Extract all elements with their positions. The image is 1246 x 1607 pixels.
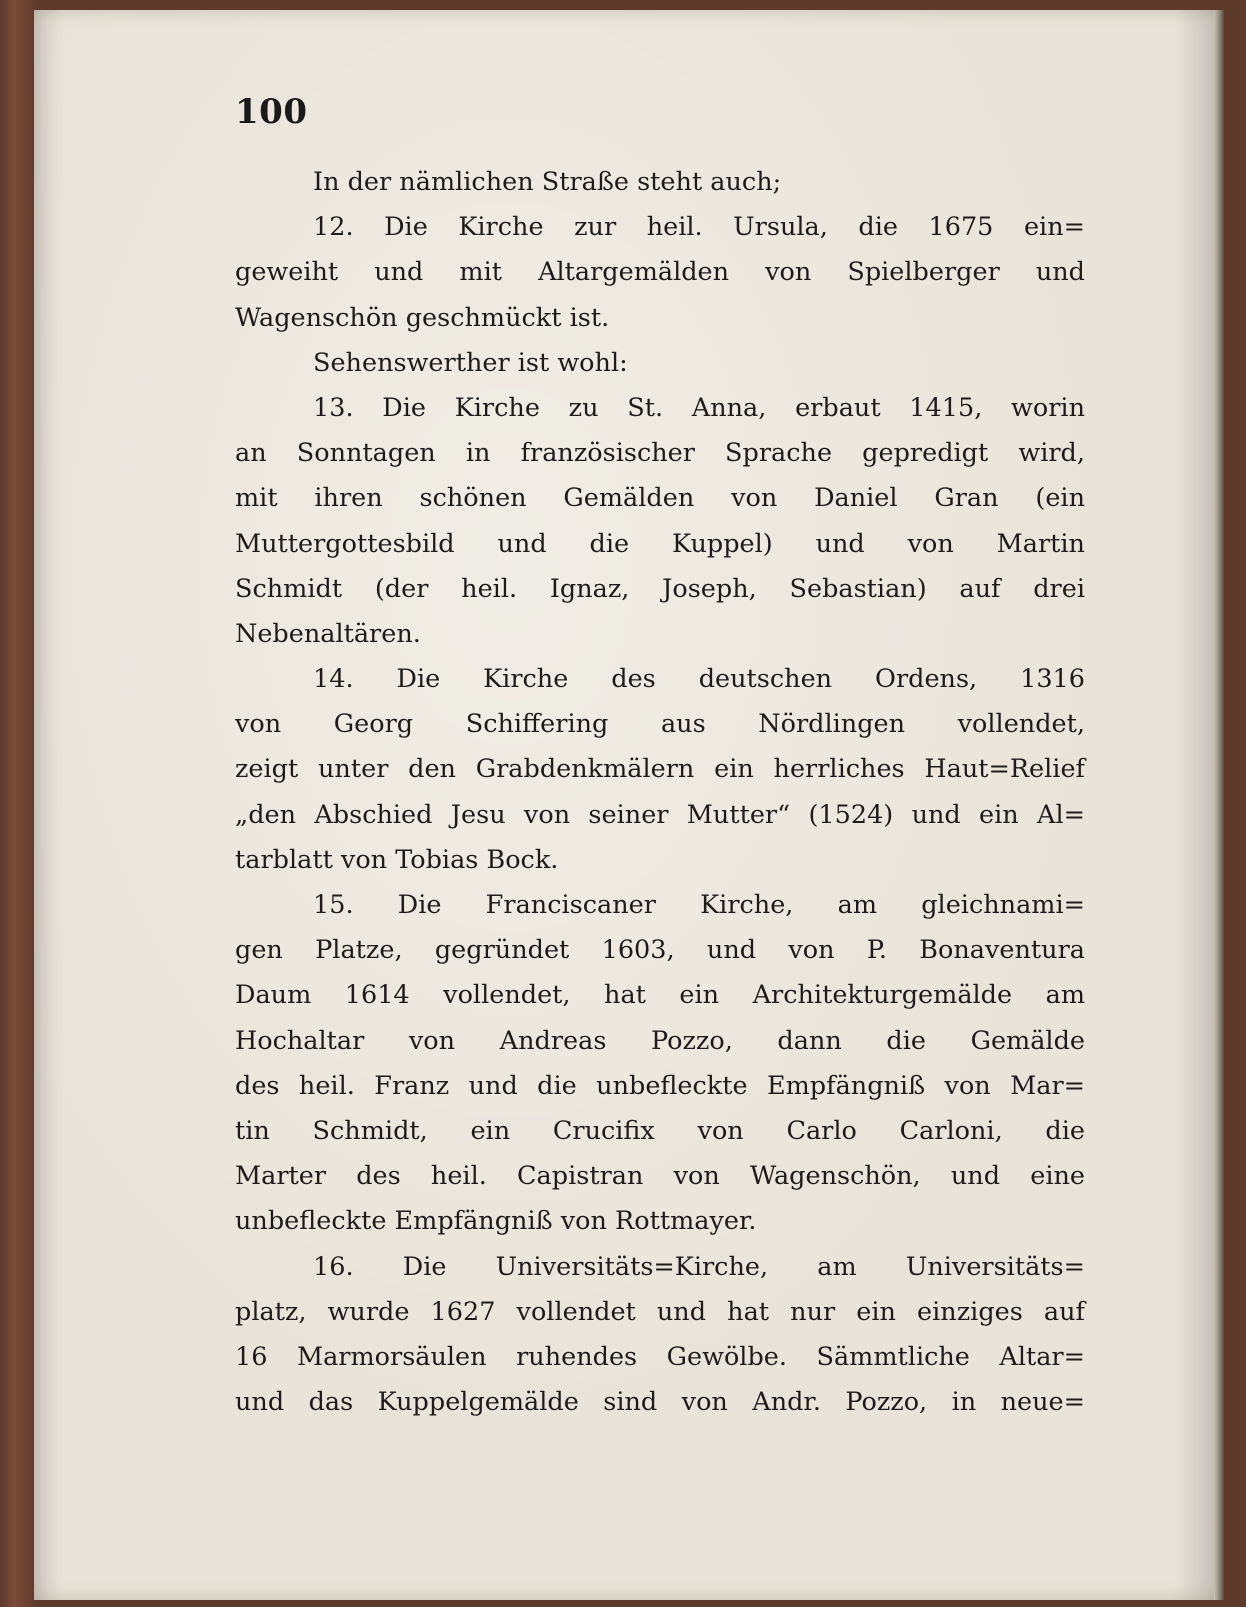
text-line: von Georg Schiffering aus Nördlingen vollendet, (235, 709, 1085, 740)
text-line: 12. Die Kirche zur heil. Ursula, die 1675 ein= (313, 212, 1085, 243)
page-edge (1214, 10, 1224, 1600)
text-line: 13. Die Kirche zu St. Anna, erbaut 1415, worin (313, 392, 1085, 423)
text-line: 15. Die Franciscaner Kirche, am gleichnami= (313, 890, 1085, 920)
body-text (235, 160, 1085, 1425)
text-line: geweiht und mit Altargemälden von Spielberger und (235, 257, 1085, 288)
text-line: zeigt unter den Grabdenkmälern ein herrliches Haut=Relief (235, 754, 1085, 785)
text-line: Daum 1614 vollendet, hat ein Architekturgemälde am (235, 980, 1085, 1011)
text-line: In der nämlichen Straße steht auch; (313, 167, 782, 197)
text-line: Wagenschön geschmückt ist. (235, 302, 610, 333)
page-number: 100 (235, 92, 308, 132)
text-line: 16 Marmorsäulen ruhendes Gewölbe. Sämmtliche Altar= (235, 1341, 1085, 1372)
text-line: tin Schmidt, ein Crucifix von Carlo Carloni, die (235, 1115, 1085, 1146)
text-line: platz, wurde 1627 vollendet und hat nur ein einziges auf (235, 1296, 1085, 1327)
text-line: 14. Die Kirche des deutschen Ordens, 1316 (313, 664, 1085, 695)
text-line: Marter des heil. Capistran von Wagenschön, und eine (235, 1161, 1085, 1192)
text-line: tarblatt von Tobias Bock. (235, 844, 559, 875)
text-line: Nebenaltären. (235, 618, 421, 649)
text-line: mit ihren schönen Gemälden von Daniel Gran (ein (235, 483, 1085, 514)
text-line: „den Abschied Jesu von seiner Mutter“ (1524) und ein Al= (235, 799, 1085, 830)
text-line: Schmidt (der heil. Ignaz, Joseph, Sebastian) auf drei (235, 573, 1085, 604)
text-line: 16. Die Universitäts=Kirche, am Universitäts= (313, 1251, 1085, 1282)
text-line: gen Platze, gegründet 1603, und von P. Bonaventura (235, 935, 1085, 966)
text-line: an Sonntagen in französischer Sprache gepredigt wird, (235, 438, 1085, 469)
text-line: unbefleckte Empfängniß von Rottmayer. (235, 1206, 757, 1237)
text-line: des heil. Franz und die unbefleckte Empfängniß von Mar= (235, 1070, 1085, 1101)
text-line: Sehenswerther ist wohl: (313, 347, 628, 378)
text-line: Muttergottesbild und die Kuppel) und von Martin (235, 528, 1085, 559)
text-line: und das Kuppelgemälde sind von Andr. Pozzo, in neue= (235, 1387, 1085, 1418)
text-line: Hochaltar von Andreas Pozzo, dann die Gemälde (235, 1025, 1085, 1056)
